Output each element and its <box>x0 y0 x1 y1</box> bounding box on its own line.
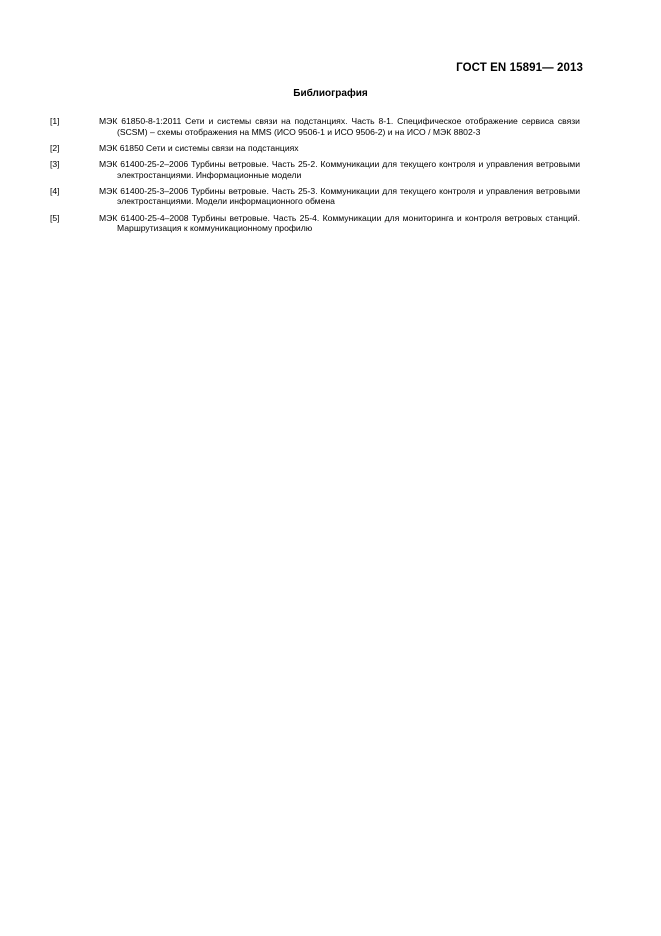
section-title: Библиография <box>293 88 368 99</box>
entry-number: [5] <box>50 212 60 223</box>
entry-number: [2] <box>50 142 60 153</box>
bibliography-list <box>50 116 580 239</box>
bibliography-entry <box>50 159 580 180</box>
bibliography-entry <box>50 116 580 137</box>
entry-number: [3] <box>50 158 60 169</box>
entry-text: МЭК 61400-25-2–2006 Турбины ветровые. Часть 25-2. Коммуникации для текущего контроля и управления ветровыми электростанциями. Информационные модели <box>99 158 580 180</box>
entry-text: МЭК 61400-25-3–2006 Турбины ветровые. Часть 25-3. Коммуникации для текущего контроля и управления ветровыми электростанциями. Модели информационного обмена <box>99 185 580 207</box>
entry-text: МЭК 61400-25-4–2008 Турбины ветровые. Часть 25-4. Коммуникации для мониторинга и контроля ветровых станций. Маршрутизация к коммуникационному профилю <box>99 212 580 234</box>
bibliography-entry <box>50 186 580 207</box>
document-code: ГОСТ EN 15891— 2013 <box>456 62 583 74</box>
bibliography-entry <box>50 143 580 154</box>
entry-text: МЭК 61850 Сети и системы связи на подстанциях <box>99 142 299 153</box>
entry-number: [4] <box>50 185 60 196</box>
bibliography-entry <box>50 213 580 234</box>
entry-number: [1] <box>50 116 60 126</box>
entry-text: МЭК 61850-8-1:2011 Сети и системы связи на подстанциях. Часть 8-1. Специфическое отображение сервиса связи (SCSM) – схемы отображения на MMS (ИСО 9506-1 и ИСО 9506-2) и на ИСО / МЭК 8802-3 <box>99 116 580 137</box>
